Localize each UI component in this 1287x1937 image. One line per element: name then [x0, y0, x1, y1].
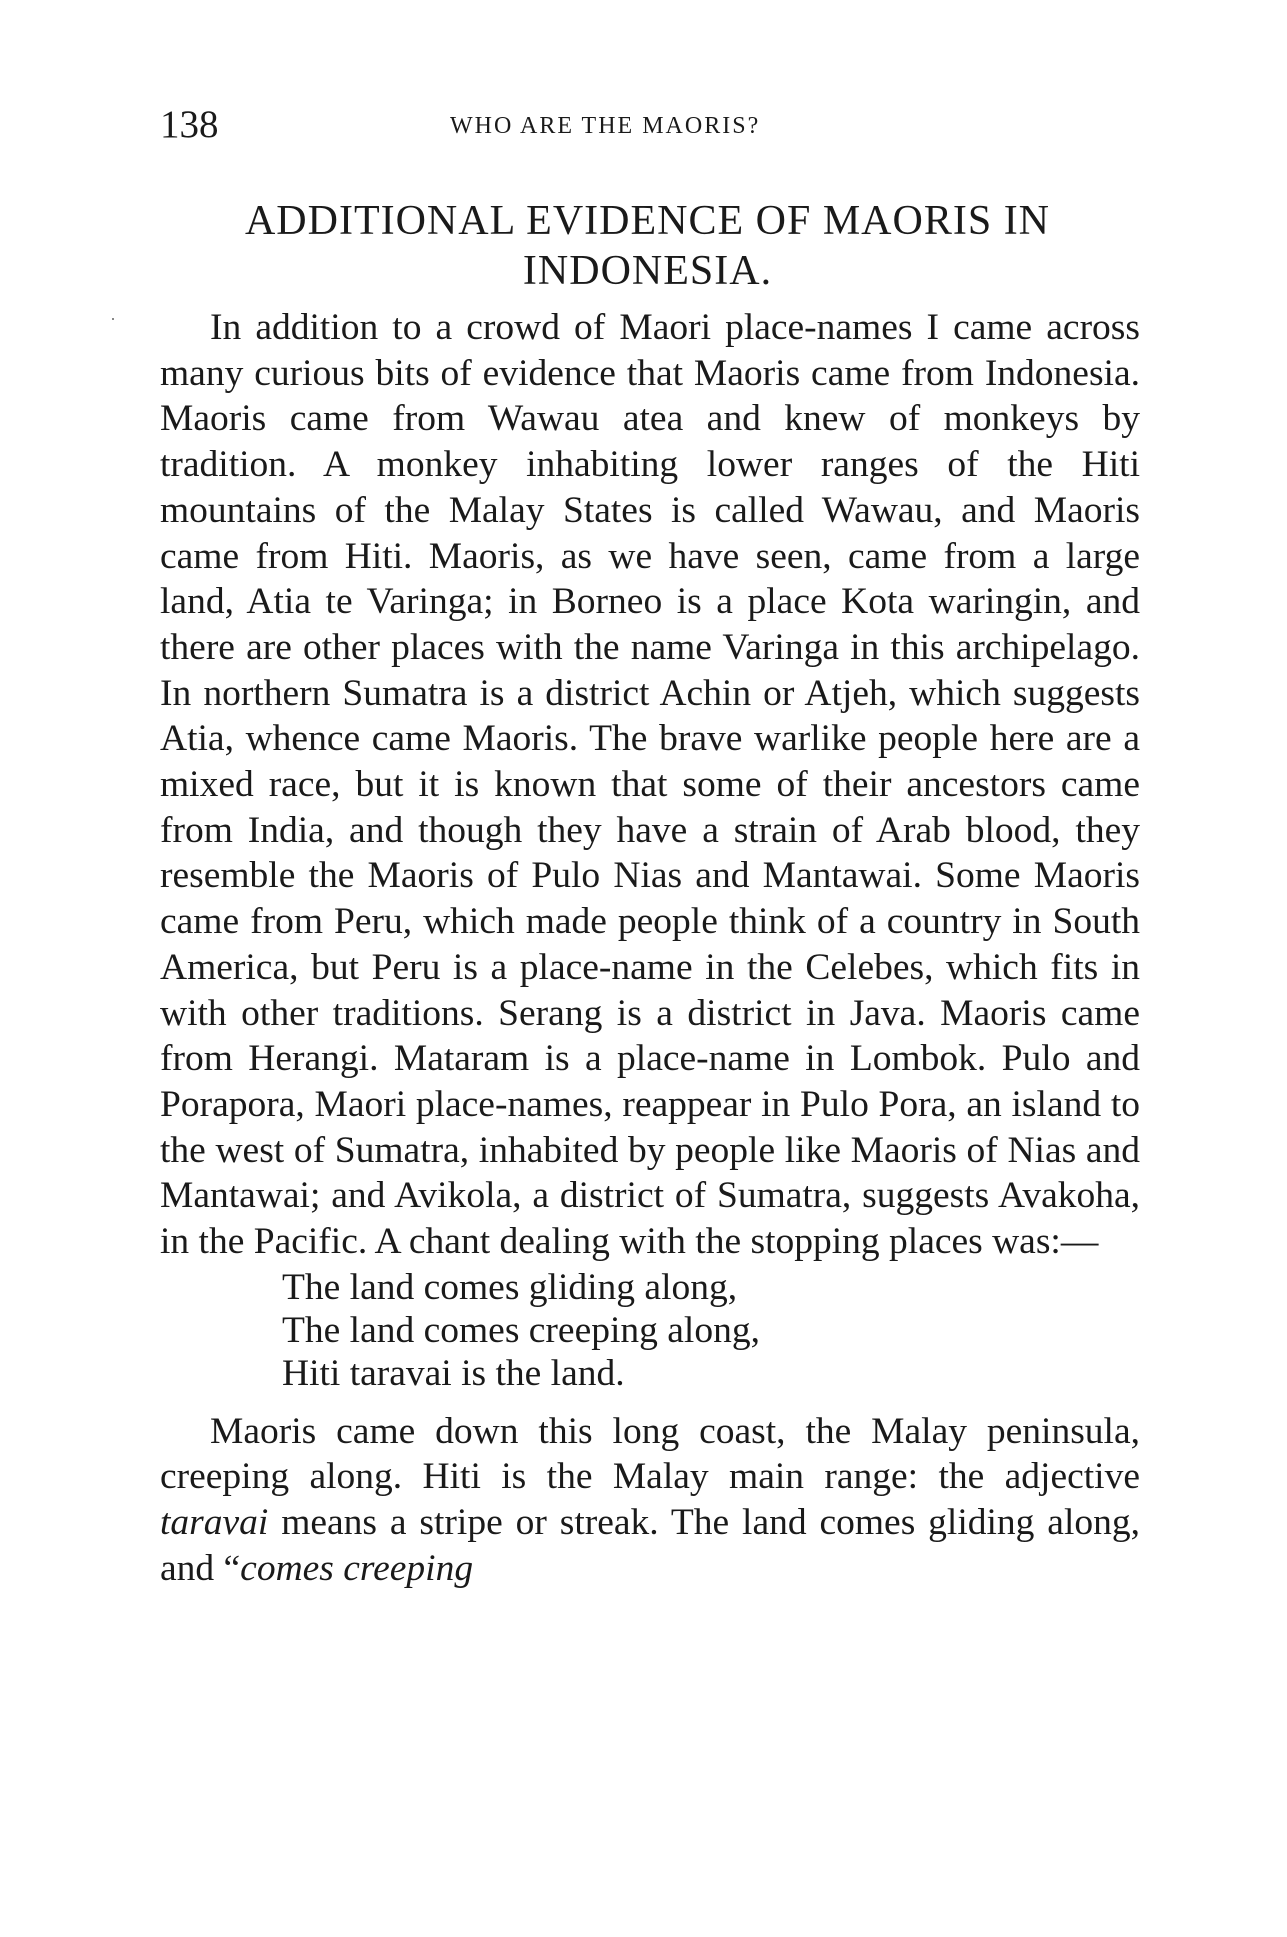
verse-line: The land comes gliding along, — [282, 1266, 738, 1308]
italic-quote-comes-creeping: comes creeping — [240, 1547, 474, 1589]
running-head — [160, 100, 1135, 150]
print-speck — [112, 318, 114, 320]
paragraph-2-text-1: Maoris came down this long coast, the Malay peninsula, creeping along. Hiti is the Malay main range: the adjective — [160, 1410, 1140, 1498]
verse-line: The land comes creeping along, — [282, 1309, 760, 1351]
section-heading: ADDITIONAL EVIDENCE OF MAORIS IN INDONESIA. — [244, 198, 1051, 294]
paragraph-1: In addition to a crowd of Maori place-names I came across many curious bits of evidence that Maoris came from Indonesia. Maoris came from Wawau atea and knew of monkeys by tradition. A monkey inhabiting lower ranges of the Hiti mountains of the Malay States is called Wawau, and Maoris came from Hiti. Maoris, as we have seen, came from a large land, Atia te Varinga; in Borneo is a place Kota waringin, and there are other places with the name Varinga in this archipelago. In northern Sumatra is a district Achin or Atjeh, which suggests Atia, whence came Maoris. The brave warlike people here are a mixed race, but it is known that some of their ancestors came from India, and though they have a strain of Arab blood, they resemble the Maoris of Pulo Nias and Mantawai. Some Maoris came from Peru, which made people think of a country in South America, but Peru is a place-name in the Celebes, which fits in with other traditions. Serang is a district in Java. Maoris came from Herangi. Mataram is a place-name in Lombok. Pulo and Porapora, Maori place-names, reappear in Pulo Pora, an island to the west of Sumatra, inhabited by people like Maoris of Nias and Mantawai; and Avikola, a district of Sumatra, suggests Avakoha, in the Pacific. A chant dealing with the stopping places was:— — [160, 307, 1140, 1263]
body-text — [160, 305, 1140, 1592]
verse-line: Hiti taravai is the land. — [282, 1352, 625, 1394]
verse-block — [160, 1266, 1140, 1395]
italic-term-taravai: taravai — [160, 1502, 269, 1544]
paragraph-2 — [160, 1409, 1140, 1592]
running-title: WHO ARE THE MAORIS? — [450, 113, 761, 139]
paragraph-2-text-2: means a stripe or streak. The land comes gliding along, and “ — [160, 1502, 1140, 1589]
page-number: 138 — [160, 103, 219, 146]
